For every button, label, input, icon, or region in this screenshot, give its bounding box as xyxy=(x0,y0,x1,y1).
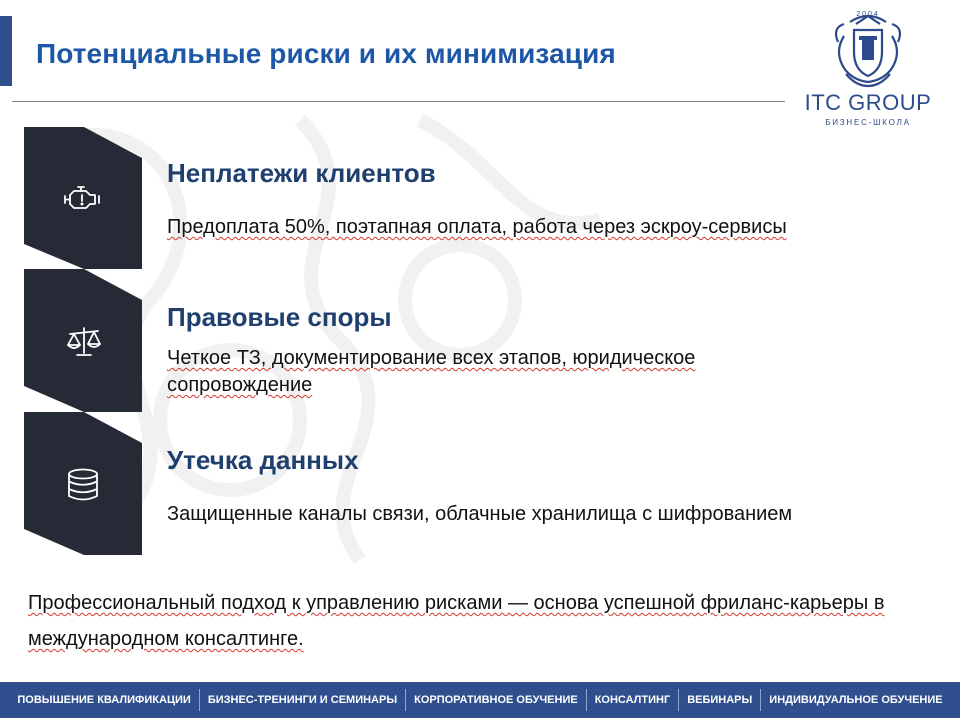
engine-warning-icon xyxy=(62,184,102,214)
footer-item-qualification: ПОВЫШЕНИЕ КВАЛИФИКАЦИИ xyxy=(17,694,191,706)
database-icon xyxy=(65,467,101,503)
scales-icon xyxy=(64,325,104,359)
footer-bar xyxy=(0,682,960,718)
page-title: Потенциальные риски и их минимизация xyxy=(36,38,616,69)
risk-title-legal: Правовые споры xyxy=(167,302,392,332)
logo-name: ITC GROUP xyxy=(804,90,932,115)
risk-desc-nonpayment: Предоплата 50%, поэтапная оплата, работа через эскроу-сервисы xyxy=(167,216,787,238)
footer-item-consulting: КОНСАЛТИНГ xyxy=(594,694,671,706)
footer-item-corporate: КОРПОРАТИВНОЕ ОБУЧЕНИЕ xyxy=(414,694,578,706)
footer-item-webinars: ВЕБИНАРЫ xyxy=(687,694,753,706)
risk-title-data-leak: Утечка данных xyxy=(167,445,359,475)
logo-year: 2004 xyxy=(856,11,880,18)
conclusion-text: Профессиональный подход к управлению рисками — основа успешной фриланс-карьеры в международном консалтинге. xyxy=(28,592,885,650)
risk-desc-legal: Четкое ТЗ, документирование всех этапов, юридическое сопровождение xyxy=(167,347,696,396)
crest-icon xyxy=(832,10,904,88)
footer-item-individual: ИНДИВИДУАЛЬНОЕ ОБУЧЕНИЕ xyxy=(769,694,943,706)
itc-group-logo xyxy=(796,10,940,132)
risk-desc-data-leak: Защищенные каналы связи, облачные хранилища с шифрованием xyxy=(167,503,793,525)
risk-title-nonpayment: Неплатежи клиентов xyxy=(167,158,436,188)
footer-item-trainings: БИЗНЕС-ТРЕНИНГИ И СЕМИНАРЫ xyxy=(207,694,398,706)
logo-subtitle: БИЗНЕС-ШКОЛА xyxy=(825,118,911,127)
